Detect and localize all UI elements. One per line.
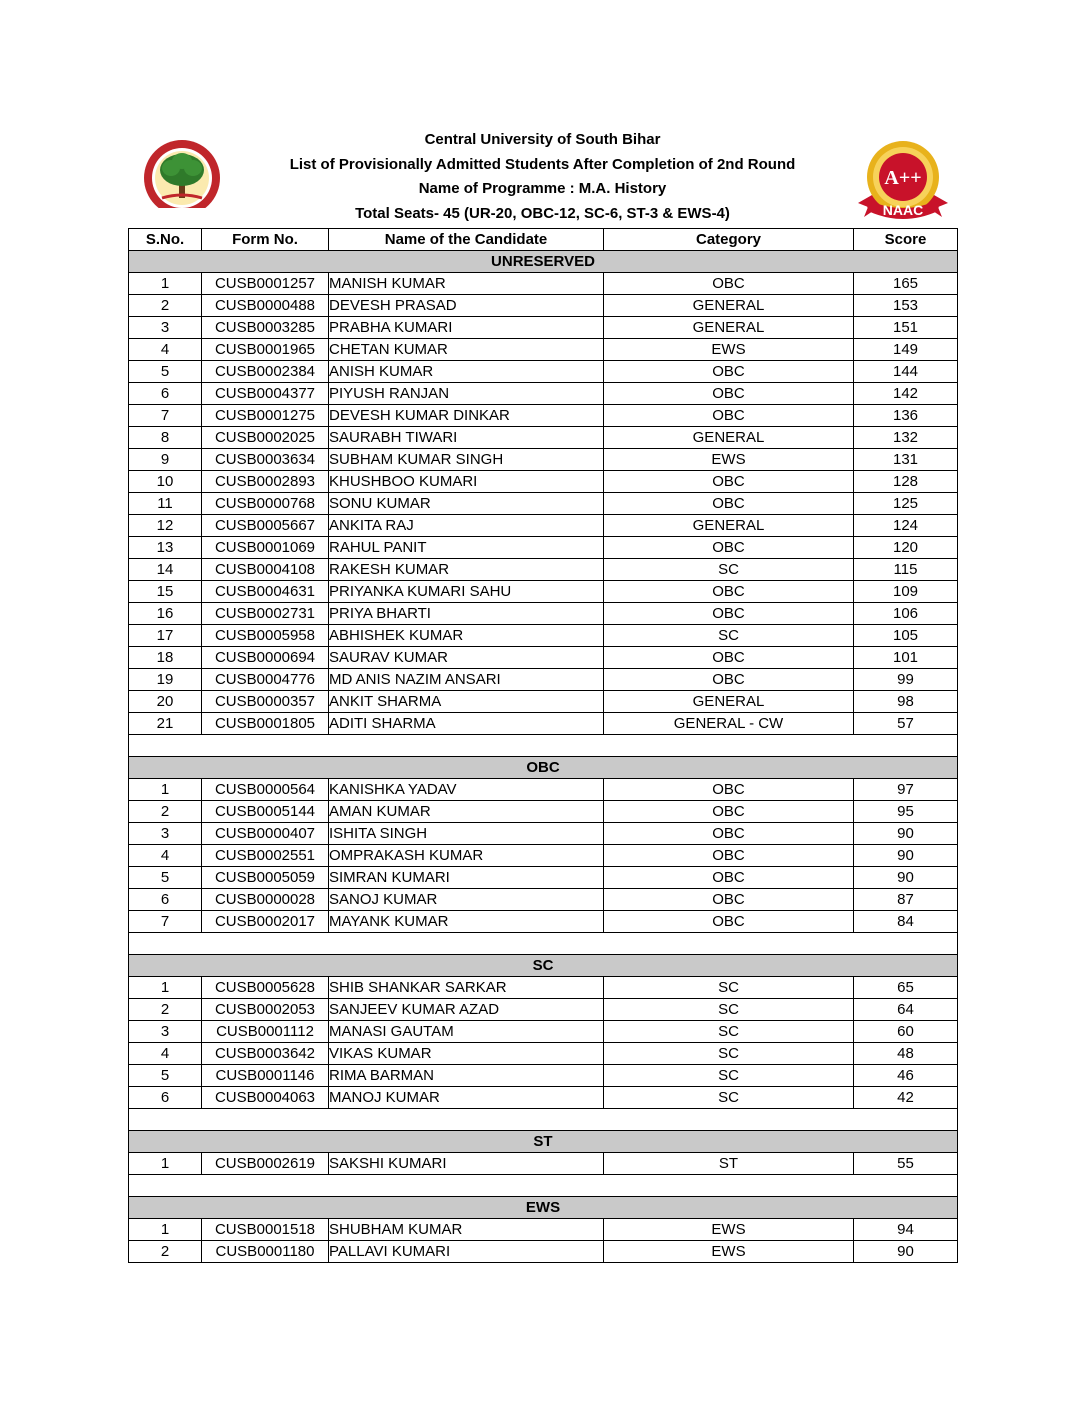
cell-category: GENERAL - CW bbox=[604, 713, 854, 735]
cell-form-no: CUSB0001518 bbox=[202, 1219, 329, 1241]
cell-sno: 6 bbox=[129, 383, 202, 405]
table-row bbox=[129, 1065, 958, 1087]
table-row bbox=[129, 801, 958, 823]
cell-score: 65 bbox=[854, 977, 958, 999]
cell-candidate-name: SANJEEV KUMAR AZAD bbox=[329, 999, 604, 1021]
cell-category: SC bbox=[604, 625, 854, 647]
cell-candidate-name: SANOJ KUMAR bbox=[329, 889, 604, 911]
table-row bbox=[129, 1219, 958, 1241]
table-row bbox=[129, 1043, 958, 1065]
table-row bbox=[129, 823, 958, 845]
cell-sno: 5 bbox=[129, 867, 202, 889]
column-header-score: Score bbox=[854, 229, 958, 251]
cell-score: 99 bbox=[854, 669, 958, 691]
table-row bbox=[129, 427, 958, 449]
cell-form-no: CUSB0005667 bbox=[202, 515, 329, 537]
cell-sno: 4 bbox=[129, 1043, 202, 1065]
cell-score: 101 bbox=[854, 647, 958, 669]
cell-category: SC bbox=[604, 1043, 854, 1065]
cell-score: 55 bbox=[854, 1153, 958, 1175]
cell-form-no: CUSB0000768 bbox=[202, 493, 329, 515]
cell-score: 131 bbox=[854, 449, 958, 471]
table-row bbox=[129, 713, 958, 735]
cell-candidate-name: SUBHAM KUMAR SINGH bbox=[329, 449, 604, 471]
cell-score: 42 bbox=[854, 1087, 958, 1109]
cell-sno: 9 bbox=[129, 449, 202, 471]
cell-sno: 7 bbox=[129, 911, 202, 933]
table-row bbox=[129, 1087, 958, 1109]
section-title: SC bbox=[129, 955, 958, 977]
cell-sno: 2 bbox=[129, 295, 202, 317]
cell-form-no: CUSB0002731 bbox=[202, 603, 329, 625]
cell-category: OBC bbox=[604, 845, 854, 867]
cell-candidate-name: AMAN KUMAR bbox=[329, 801, 604, 823]
cell-score: 60 bbox=[854, 1021, 958, 1043]
cell-category: EWS bbox=[604, 339, 854, 361]
cell-candidate-name: RAKESH KUMAR bbox=[329, 559, 604, 581]
cell-form-no: CUSB0001805 bbox=[202, 713, 329, 735]
cell-score: 46 bbox=[854, 1065, 958, 1087]
cell-sno: 16 bbox=[129, 603, 202, 625]
cell-candidate-name: SAURABH TIWARI bbox=[329, 427, 604, 449]
column-header-name: Name of the Candidate bbox=[329, 229, 604, 251]
cell-sno: 7 bbox=[129, 405, 202, 427]
table-row bbox=[129, 537, 958, 559]
cell-score: 90 bbox=[854, 845, 958, 867]
cell-category: OBC bbox=[604, 911, 854, 933]
table-row bbox=[129, 779, 958, 801]
cell-sno: 3 bbox=[129, 823, 202, 845]
spacer-row bbox=[129, 933, 958, 955]
cell-sno: 1 bbox=[129, 273, 202, 295]
cell-category: OBC bbox=[604, 361, 854, 383]
cell-score: 132 bbox=[854, 427, 958, 449]
cell-form-no: CUSB0002053 bbox=[202, 999, 329, 1021]
cell-candidate-name: ANISH KUMAR bbox=[329, 361, 604, 383]
cell-score: 149 bbox=[854, 339, 958, 361]
table-header-row bbox=[129, 229, 958, 251]
cell-candidate-name: CHETAN KUMAR bbox=[329, 339, 604, 361]
table-row bbox=[129, 471, 958, 493]
table-row bbox=[129, 845, 958, 867]
section-title: ST bbox=[129, 1131, 958, 1153]
table-row bbox=[129, 1153, 958, 1175]
cell-candidate-name: ADITI SHARMA bbox=[329, 713, 604, 735]
section-header-row bbox=[129, 1131, 958, 1153]
cell-category: SC bbox=[604, 1065, 854, 1087]
cell-sno: 2 bbox=[129, 1241, 202, 1263]
cell-score: 90 bbox=[854, 823, 958, 845]
spacer-cell bbox=[129, 1175, 958, 1197]
cell-form-no: CUSB0001112 bbox=[202, 1021, 329, 1043]
cell-score: 95 bbox=[854, 801, 958, 823]
cell-form-no: CUSB0004631 bbox=[202, 581, 329, 603]
cell-form-no: CUSB0000407 bbox=[202, 823, 329, 845]
table-row bbox=[129, 449, 958, 471]
table-row bbox=[129, 999, 958, 1021]
cell-candidate-name: OMPRAKASH KUMAR bbox=[329, 845, 604, 867]
cell-form-no: CUSB0003285 bbox=[202, 317, 329, 339]
cell-sno: 1 bbox=[129, 977, 202, 999]
cell-form-no: CUSB0004377 bbox=[202, 383, 329, 405]
cell-candidate-name: MD ANIS NAZIM ANSARI bbox=[329, 669, 604, 691]
table-body bbox=[129, 251, 958, 1263]
cell-sno: 18 bbox=[129, 647, 202, 669]
table-row bbox=[129, 625, 958, 647]
cell-category: EWS bbox=[604, 1241, 854, 1263]
cell-score: 153 bbox=[854, 295, 958, 317]
table-row bbox=[129, 295, 958, 317]
cell-candidate-name: KHUSHBOO KUMARI bbox=[329, 471, 604, 493]
section-title: EWS bbox=[129, 1197, 958, 1219]
cell-form-no: CUSB0005628 bbox=[202, 977, 329, 999]
cell-score: 90 bbox=[854, 867, 958, 889]
spacer-cell bbox=[129, 735, 958, 757]
cell-form-no: CUSB0000694 bbox=[202, 647, 329, 669]
cell-form-no: CUSB0001257 bbox=[202, 273, 329, 295]
column-header-form-no: Form No. bbox=[202, 229, 329, 251]
cell-candidate-name: SIMRAN KUMARI bbox=[329, 867, 604, 889]
cell-score: 64 bbox=[854, 999, 958, 1021]
cell-candidate-name: DEVESH PRASAD bbox=[329, 295, 604, 317]
cell-candidate-name: PIYUSH RANJAN bbox=[329, 383, 604, 405]
table-row bbox=[129, 493, 958, 515]
cell-candidate-name: PRIYA BHARTI bbox=[329, 603, 604, 625]
spacer-row bbox=[129, 1175, 958, 1197]
cell-category: SC bbox=[604, 559, 854, 581]
cell-sno: 11 bbox=[129, 493, 202, 515]
university-name: Central University of South Bihar bbox=[424, 131, 661, 148]
table-row bbox=[129, 889, 958, 911]
total-seats: Total Seats- 45 (UR-20, OBC-12, SC-6, ST-3 & EWS-4) bbox=[355, 204, 730, 222]
cell-score: 84 bbox=[854, 911, 958, 933]
section-header-row bbox=[129, 757, 958, 779]
cell-sno: 3 bbox=[129, 317, 202, 339]
cell-score: 94 bbox=[854, 1219, 958, 1241]
cell-candidate-name: MANOJ KUMAR bbox=[329, 1087, 604, 1109]
cell-sno: 4 bbox=[129, 845, 202, 867]
cell-candidate-name: SHUBHAM KUMAR bbox=[329, 1219, 604, 1241]
cell-form-no: CUSB0000028 bbox=[202, 889, 329, 911]
cell-score: 128 bbox=[854, 471, 958, 493]
table-row bbox=[129, 867, 958, 889]
section-header-row bbox=[129, 955, 958, 977]
table-row bbox=[129, 1021, 958, 1043]
cell-category: EWS bbox=[604, 1219, 854, 1241]
cell-score: 142 bbox=[854, 383, 958, 405]
cell-form-no: CUSB0001146 bbox=[202, 1065, 329, 1087]
cell-candidate-name: PRABHA KUMARI bbox=[329, 317, 604, 339]
cell-sno: 1 bbox=[129, 1219, 202, 1241]
table-row bbox=[129, 911, 958, 933]
cell-candidate-name: SHIB SHANKAR SARKAR bbox=[329, 977, 604, 999]
section-title: OBC bbox=[129, 757, 958, 779]
cell-category: OBC bbox=[604, 647, 854, 669]
table-row bbox=[129, 515, 958, 537]
cell-score: 98 bbox=[854, 691, 958, 713]
cell-form-no: CUSB0004063 bbox=[202, 1087, 329, 1109]
cell-candidate-name: ISHITA SINGH bbox=[329, 823, 604, 845]
cell-candidate-name: SONU KUMAR bbox=[329, 493, 604, 515]
cell-candidate-name: SAKSHI KUMARI bbox=[329, 1153, 604, 1175]
cell-candidate-name: MANISH KUMAR bbox=[329, 273, 604, 295]
cell-score: 136 bbox=[854, 405, 958, 427]
cell-sno: 5 bbox=[129, 361, 202, 383]
cell-category: GENERAL bbox=[604, 691, 854, 713]
section-title: UNRESERVED bbox=[129, 251, 958, 273]
cell-sno: 6 bbox=[129, 889, 202, 911]
cell-score: 120 bbox=[854, 537, 958, 559]
table-row bbox=[129, 273, 958, 295]
cell-score: 90 bbox=[854, 1241, 958, 1263]
cell-score: 57 bbox=[854, 713, 958, 735]
cell-form-no: CUSB0005144 bbox=[202, 801, 329, 823]
cell-candidate-name: MANASI GAUTAM bbox=[329, 1021, 604, 1043]
cell-category: ST bbox=[604, 1153, 854, 1175]
cell-category: SC bbox=[604, 1021, 854, 1043]
cell-category: OBC bbox=[604, 867, 854, 889]
cell-candidate-name: ABHISHEK KUMAR bbox=[329, 625, 604, 647]
cell-form-no: CUSB0004108 bbox=[202, 559, 329, 581]
cell-candidate-name: PALLAVI KUMARI bbox=[329, 1241, 604, 1263]
cell-category: OBC bbox=[604, 493, 854, 515]
cell-form-no: CUSB0005958 bbox=[202, 625, 329, 647]
cell-category: EWS bbox=[604, 449, 854, 471]
table-row bbox=[129, 669, 958, 691]
cell-form-no: CUSB0000357 bbox=[202, 691, 329, 713]
cell-sno: 1 bbox=[129, 1153, 202, 1175]
cell-form-no: CUSB0002551 bbox=[202, 845, 329, 867]
column-header-category: Category bbox=[604, 229, 854, 251]
cell-score: 151 bbox=[854, 317, 958, 339]
cell-form-no: CUSB0002893 bbox=[202, 471, 329, 493]
table-row bbox=[129, 581, 958, 603]
list-title: List of Provisionally Admitted Students After Completion of 2nd Round bbox=[289, 155, 796, 173]
table-row bbox=[129, 339, 958, 361]
cell-sno: 15 bbox=[129, 581, 202, 603]
cell-form-no: CUSB0002025 bbox=[202, 427, 329, 449]
cell-sno: 21 bbox=[129, 713, 202, 735]
cell-form-no: CUSB0003634 bbox=[202, 449, 329, 471]
cell-category: SC bbox=[604, 999, 854, 1021]
cell-score: 87 bbox=[854, 889, 958, 911]
cell-candidate-name: DEVESH KUMAR DINKAR bbox=[329, 405, 604, 427]
cell-sno: 13 bbox=[129, 537, 202, 559]
cell-candidate-name: RIMA BARMAN bbox=[329, 1065, 604, 1087]
cell-category: OBC bbox=[604, 889, 854, 911]
cell-sno: 12 bbox=[129, 515, 202, 537]
naac-label-text: NAAC bbox=[882, 202, 924, 218]
cell-sno: 3 bbox=[129, 1021, 202, 1043]
cell-candidate-name: KANISHKA YADAV bbox=[329, 779, 604, 801]
cell-category: OBC bbox=[604, 273, 854, 295]
naac-grade-text: A++ bbox=[884, 167, 922, 189]
column-header-sno: S.No. bbox=[129, 229, 202, 251]
cell-category: OBC bbox=[604, 405, 854, 427]
cell-candidate-name: MAYANK KUMAR bbox=[329, 911, 604, 933]
cell-category: OBC bbox=[604, 471, 854, 493]
cell-category: GENERAL bbox=[604, 317, 854, 339]
cell-form-no: CUSB0003642 bbox=[202, 1043, 329, 1065]
spacer-row bbox=[129, 735, 958, 757]
cell-form-no: CUSB0001275 bbox=[202, 405, 329, 427]
cell-candidate-name: VIKAS KUMAR bbox=[329, 1043, 604, 1065]
cell-sno: 2 bbox=[129, 999, 202, 1021]
cell-candidate-name: ANKIT SHARMA bbox=[329, 691, 604, 713]
cell-form-no: CUSB0001965 bbox=[202, 339, 329, 361]
spacer-cell bbox=[129, 1109, 958, 1131]
table-row bbox=[129, 559, 958, 581]
cell-category: OBC bbox=[604, 669, 854, 691]
cell-score: 144 bbox=[854, 361, 958, 383]
cell-sno: 2 bbox=[129, 801, 202, 823]
table-row bbox=[129, 1241, 958, 1263]
cell-sno: 14 bbox=[129, 559, 202, 581]
cell-score: 48 bbox=[854, 1043, 958, 1065]
cell-category: OBC bbox=[604, 537, 854, 559]
programme-name: Name of Programme : M.A. History bbox=[418, 180, 667, 197]
cell-category: OBC bbox=[604, 581, 854, 603]
cell-category: SC bbox=[604, 977, 854, 999]
cell-candidate-name: ANKITA RAJ bbox=[329, 515, 604, 537]
cell-candidate-name: RAHUL PANIT bbox=[329, 537, 604, 559]
spacer-row bbox=[129, 1109, 958, 1131]
cell-category: OBC bbox=[604, 779, 854, 801]
cell-sno: 5 bbox=[129, 1065, 202, 1087]
table-row bbox=[129, 647, 958, 669]
cell-score: 124 bbox=[854, 515, 958, 537]
cell-category: OBC bbox=[604, 603, 854, 625]
cell-category: SC bbox=[604, 1087, 854, 1109]
admission-list-table bbox=[128, 228, 958, 1263]
cell-score: 106 bbox=[854, 603, 958, 625]
table-row bbox=[129, 691, 958, 713]
cell-form-no: CUSB0002619 bbox=[202, 1153, 329, 1175]
cell-category: OBC bbox=[604, 823, 854, 845]
table-row bbox=[129, 603, 958, 625]
section-header-row bbox=[129, 1197, 958, 1219]
cell-category: OBC bbox=[604, 383, 854, 405]
cell-category: GENERAL bbox=[604, 427, 854, 449]
table-row bbox=[129, 383, 958, 405]
cell-form-no: CUSB0002384 bbox=[202, 361, 329, 383]
table-row bbox=[129, 317, 958, 339]
cell-form-no: CUSB0000488 bbox=[202, 295, 329, 317]
cell-form-no: CUSB0000564 bbox=[202, 779, 329, 801]
table-row bbox=[129, 361, 958, 383]
cell-sno: 19 bbox=[129, 669, 202, 691]
cell-form-no: CUSB0001069 bbox=[202, 537, 329, 559]
cell-score: 125 bbox=[854, 493, 958, 515]
cell-candidate-name: PRIYANKA KUMARI SAHU bbox=[329, 581, 604, 603]
cell-score: 165 bbox=[854, 273, 958, 295]
cell-candidate-name: SAURAV KUMAR bbox=[329, 647, 604, 669]
section-header-row bbox=[129, 251, 958, 273]
cell-sno: 17 bbox=[129, 625, 202, 647]
cell-form-no: CUSB0002017 bbox=[202, 911, 329, 933]
cell-score: 109 bbox=[854, 581, 958, 603]
cell-sno: 6 bbox=[129, 1087, 202, 1109]
cell-score: 115 bbox=[854, 559, 958, 581]
cell-form-no: CUSB0004776 bbox=[202, 669, 329, 691]
table-row bbox=[129, 405, 958, 427]
spacer-cell bbox=[129, 933, 958, 955]
cell-score: 97 bbox=[854, 779, 958, 801]
cell-sno: 4 bbox=[129, 339, 202, 361]
cell-category: GENERAL bbox=[604, 515, 854, 537]
document-header bbox=[128, 128, 957, 226]
cell-sno: 20 bbox=[129, 691, 202, 713]
table-row bbox=[129, 977, 958, 999]
cell-category: OBC bbox=[604, 801, 854, 823]
cell-form-no: CUSB0005059 bbox=[202, 867, 329, 889]
cell-sno: 1 bbox=[129, 779, 202, 801]
cell-sno: 8 bbox=[129, 427, 202, 449]
cell-score: 105 bbox=[854, 625, 958, 647]
cell-sno: 10 bbox=[129, 471, 202, 493]
cell-form-no: CUSB0001180 bbox=[202, 1241, 329, 1263]
cell-category: GENERAL bbox=[604, 295, 854, 317]
